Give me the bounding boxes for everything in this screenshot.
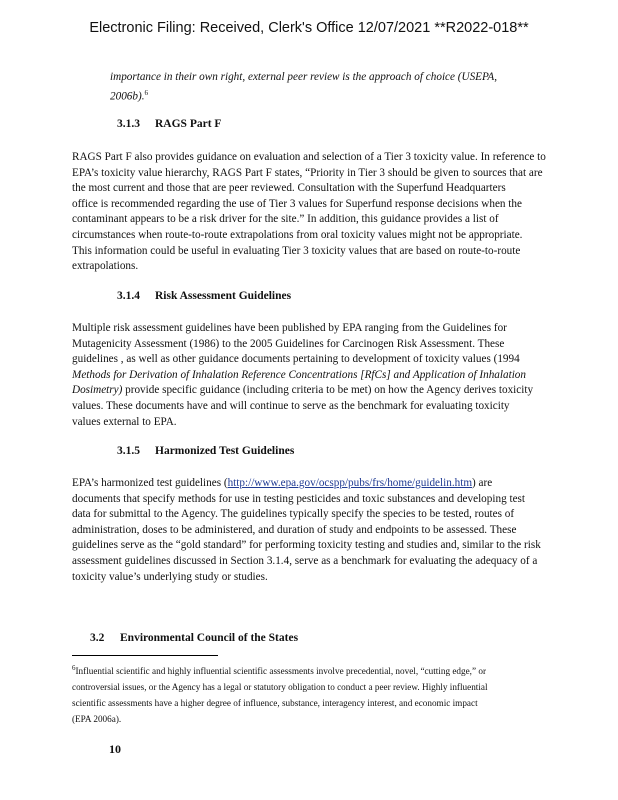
- text-segment: assessment guidelines discussed in Section 3.1.4, serve as a benchmark for evaluating the adequacy of a: [72, 554, 538, 567]
- text-line: [72, 197, 552, 213]
- section-title: Risk Assessment Guidelines: [155, 290, 292, 302]
- text-segment: EPA’s harmonized test guidelines (: [72, 477, 228, 489]
- text-line: [72, 244, 552, 260]
- text-line: [110, 86, 590, 105]
- page-number: 10: [109, 742, 121, 756]
- footnote-marker: 6: [144, 88, 148, 97]
- text-segment: Influential scientific and highly influential scientific assessments involve precedential, novel, “cutting edge,” or: [75, 666, 486, 677]
- risk-assessment-paragraph: [72, 321, 552, 430]
- intro-paragraph: [110, 70, 590, 105]
- text-segment: scientific assessments have a higher degree of influence, substance, interagency interest, and economic impact: [72, 698, 478, 709]
- text-line: [72, 368, 552, 384]
- text-segment: guidelines serve as the “gold standard” for performing toxicity testing and studies and, similar to the risk: [72, 539, 541, 552]
- text-segment: 2006b).: [110, 90, 145, 103]
- text-line: [72, 383, 552, 399]
- text-line: [72, 399, 552, 415]
- section-number: 3.2: [90, 632, 105, 644]
- text-line: [72, 150, 552, 166]
- text-line: [72, 492, 552, 508]
- text-segment: values external to EPA.: [72, 415, 177, 428]
- text-segment: importance in their own right, external peer review is the approach of choice (USEPA,: [110, 71, 498, 83]
- rags-part-f-paragraph: [72, 150, 552, 275]
- text-segment: Multiple risk assessment guidelines have been published by EPA ranging from the Guidelines for: [72, 322, 507, 334]
- text-line: [72, 695, 552, 711]
- section-number: 3.1.5: [117, 445, 140, 457]
- footnote: [72, 660, 552, 727]
- text-segment: Dosimetry): [72, 384, 123, 397]
- text-line: [72, 212, 552, 228]
- footnote-marker: 6: [72, 664, 76, 672]
- text-line: [72, 181, 552, 197]
- text-segment: Methods for Derivation of Inhalation Reference Concentrations [RfCs] and Application of Inhalation: [72, 368, 526, 381]
- text-line: [72, 337, 552, 353]
- text-line: [72, 166, 552, 182]
- text-line: [72, 538, 552, 554]
- text-segment: data for submittal to the Agency. The guidelines typically specify the species to be tested, routes of: [72, 508, 515, 521]
- text-line: [72, 415, 552, 431]
- text-line: [72, 321, 552, 337]
- section-title: Harmonized Test Guidelines: [155, 445, 295, 457]
- section-heading-3-2: [90, 632, 298, 644]
- text-segment: toxicity value’s underlying study or studies.: [72, 570, 268, 583]
- guidelines-link[interactable]: http://www.epa.gov/ocspp/pubs/frs/home/guidelin.htm: [227, 477, 473, 489]
- section-heading-3-1-5: [117, 445, 294, 457]
- section-heading-3-1-4: [117, 290, 291, 302]
- section-number: 3.1.3: [117, 118, 140, 130]
- text-segment: administration, doses to be administered, and duration of study and endpoints to be assessed. These: [72, 523, 517, 536]
- text-line: [72, 523, 552, 539]
- text-segment: ) are: [472, 477, 493, 489]
- section-title: RAGS Part F: [155, 118, 222, 130]
- section-number: 3.1.4: [117, 290, 140, 302]
- text-segment: the most current and those that are peer reviewed. Consultation with the Superfund Headquarters: [72, 182, 506, 195]
- text-segment: contaminant appears to be a risk driver for the site.” In addition, this guidance provides a list of: [72, 213, 499, 226]
- section-title: Environmental Council of the States: [120, 632, 299, 644]
- text-segment: controversial issues, or the Agency has a legal or statutory obligation to conduct a peer review. Highly influential: [72, 682, 488, 693]
- text-segment: provide specific guidance (including criteria to be met) on how the Agency derives toxicity: [122, 384, 534, 397]
- text-line: [72, 554, 552, 570]
- text-segment: values. These documents have and will continue to serve as the benchmark for evaluating toxicity: [72, 399, 510, 412]
- section-heading-3-1-3: [117, 118, 221, 130]
- text-segment: EPA’s toxicity value hierarchy, RAGS Part F states, “Priority in Tier 3 should be given to sources that are: [72, 166, 543, 179]
- text-line: [72, 711, 552, 727]
- text-line: [72, 228, 552, 244]
- text-line: [72, 476, 552, 492]
- text-segment: extrapolations.: [72, 260, 139, 273]
- text-segment: Mutagenicity Assessment (1986) to the 2005 Guidelines for Carcinogen Risk Assessment. These: [72, 337, 505, 350]
- text-line: [72, 352, 552, 368]
- text-line: [72, 570, 552, 586]
- text-segment: (EPA 2006a).: [72, 714, 122, 725]
- text-segment: This information could be useful in evaluating Tier 3 toxicity values that are based on route-to-route: [72, 244, 521, 257]
- text-line: [72, 679, 552, 695]
- text-segment: circumstances when route-to-route extrapolations from oral toxicity values might not be appropriate.: [72, 228, 523, 241]
- text-segment: guidelines , as well as other guidance documents pertaining to development of toxicity values (1994: [72, 353, 520, 366]
- text-line: [72, 259, 552, 275]
- text-line: [110, 70, 590, 86]
- footnote-divider: [72, 655, 218, 656]
- text-segment: documents that specify methods for use in testing pesticides and toxic substances and developing test: [72, 492, 525, 505]
- text-segment: RAGS Part F also provides guidance on evaluation and selection of a Tier 3 toxicity value. In reference to: [72, 151, 546, 163]
- text-segment: office is recommended regarding the use of Tier 3 values for Superfund response decisions when the: [72, 197, 522, 210]
- text-line: [72, 660, 552, 679]
- harmonized-test-paragraph: [72, 476, 552, 585]
- text-line: [72, 507, 552, 523]
- electronic-filing-header: Electronic Filing: Received, Clerk's Office 12/07/2021 **R2022-018**: [89, 20, 529, 36]
